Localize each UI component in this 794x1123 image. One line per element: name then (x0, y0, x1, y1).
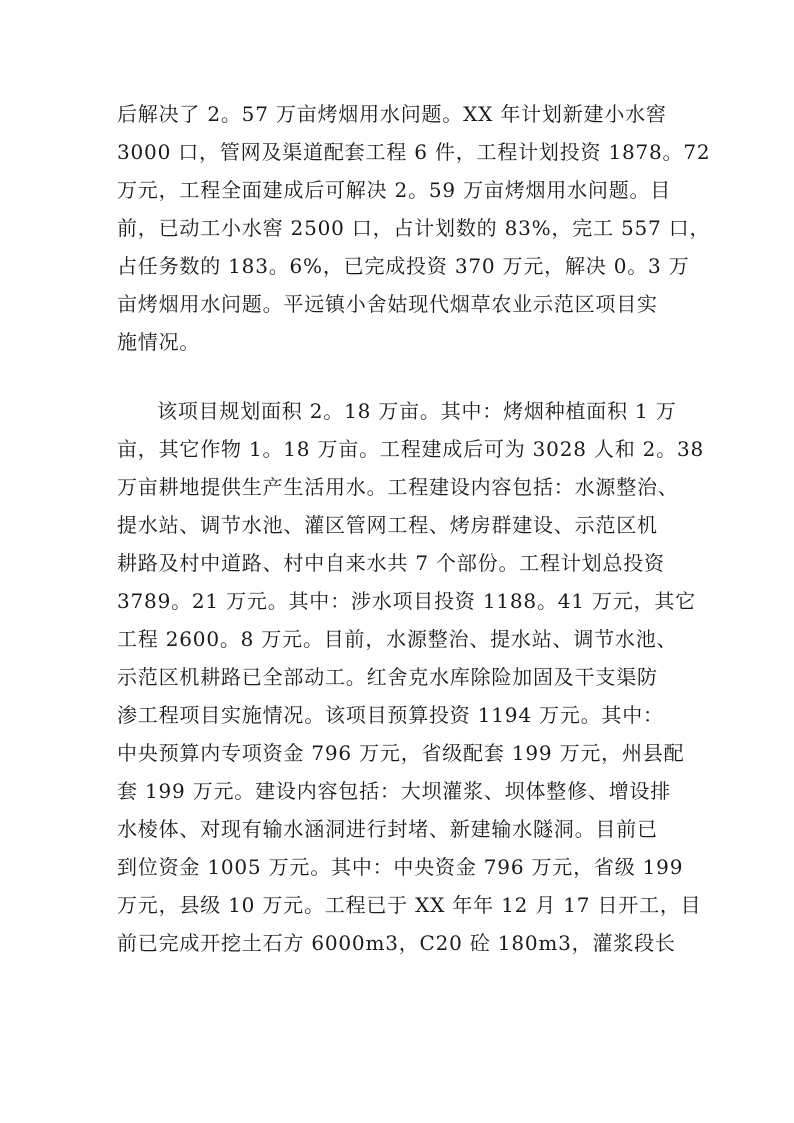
text-line: 中央预算内专项资金 796 万元，省级配套 199 万元，州县配 (117, 741, 685, 765)
text-line: 前已完成开挖土石方 6000m3，C20 砼 180m3，灌浆段长 (117, 931, 676, 955)
paragraph (117, 392, 704, 962)
text-line: 后解决了 2。57 万亩烤烟用水问题。XX 年计划新建小水窖 (117, 102, 667, 126)
text-line: 到位资金 1005 万元。其中：中央资金 796 万元，省级 199 (117, 855, 684, 879)
text-line: 亩烤烟用水问题。平远镇小舍姑现代烟草农业示范区项目实 (117, 292, 658, 316)
paragraph (117, 95, 710, 361)
text-line: 提水站、调节水池、灌区管网工程、烤房群建设、示范区机 (117, 513, 658, 537)
text-line: 万元，工程全面建成后可解决 2。59 万亩烤烟用水问题。目 (117, 178, 672, 202)
text-line: 亩，其它作物 1。18 万亩。工程建成后可为 3028 人和 2。38 (117, 437, 705, 461)
text-line: 渗工程项目实施情况。该项目预算投资 1194 万元。其中： (117, 703, 664, 727)
text-line: 套 199 万元。建设内容包括：大坝灌浆、坝体整修、增设排 (117, 779, 672, 803)
text-line: 水棱体、对现有输水涵洞进行封堵、新建输水隧洞。目前已 (117, 817, 658, 841)
text-line: 工程 2600。8 万元。目前，水源整治、提水站、调节水池、 (117, 627, 678, 651)
text-line: 耕路及村中道路、村中自来水共 7 个部份。工程计划总投资 (117, 551, 665, 575)
text-line: 万亩耕地提供生产生活用水。工程建设内容包括：水源整治、 (117, 475, 679, 499)
text-line: 3789。21 万元。其中：涉水项目投资 1188。41 万元，其它 (117, 589, 696, 613)
text-line: 施情况。 (117, 330, 201, 354)
text-line: 3000 口，管网及渠道配套工程 6 件，工程计划投资 1878。72 (117, 140, 711, 164)
text-line: 该项目规划面积 2。18 万亩。其中：烤烟种植面积 1 万 (157, 399, 677, 423)
text-line: 万元，县级 10 万元。工程已于 XX 年年 12 月 17 日开工，目 (117, 893, 702, 917)
text-line: 前，已动工小水窖 2500 口，占计划数的 83%，完工 557 口， (117, 216, 711, 240)
text-line: 占任务数的 183。6%，已完成投资 370 万元，解决 0。3 万 (117, 254, 690, 278)
text-line: 示范区机耕路已全部动工。红舍克水库除险加固及干支渠防 (117, 665, 658, 689)
